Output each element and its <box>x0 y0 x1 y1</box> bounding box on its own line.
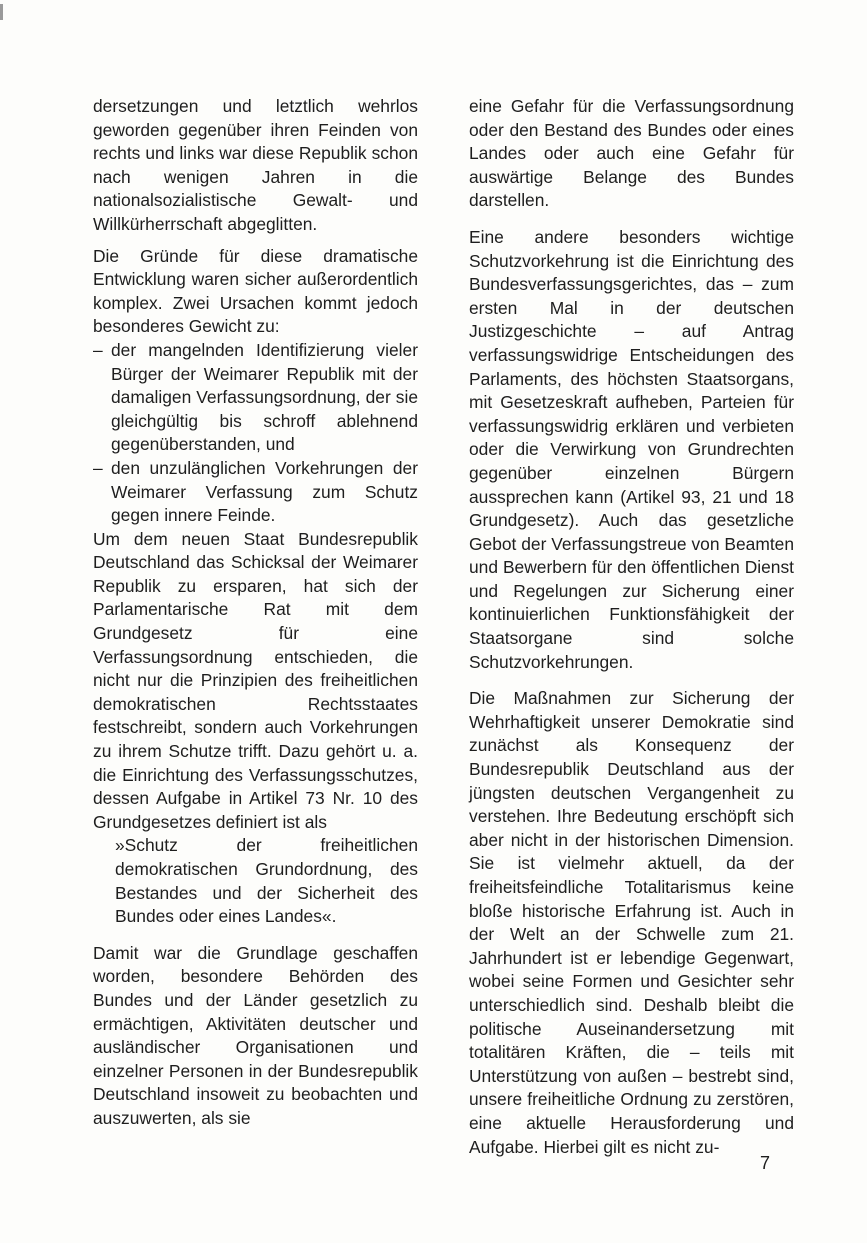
right-column <box>469 95 794 1159</box>
left-paragraph-3: Um dem neuen Staat Bundesrepublik Deutschland das Schicksal der Weimarer Republik zu ersparen, hat sich der Parlamentarische Rat mit dem Grundgesetz für eine Verfassungsordnung entschieden, die nicht nur die Prinzipien des freiheitlichen demokratischen Rechtsstaates festschreibt, sondern auch Vorkehrungen zu ihrem Schutze trifft. Dazu gehört u. a. die Einrichtung des Verfassungsschutzes, dessen Aufgabe in Artikel 73 Nr. 10 des Grundgesetzes definiert ist als <box>93 528 418 832</box>
dash-marker: – <box>93 339 103 360</box>
list-item <box>93 457 418 528</box>
right-paragraph-1: eine Gefahr für die Verfassungsordnung oder den Bestand des Bundes oder eines Landes oder auch eine Gefahr für auswärtige Belange des Bundes darstellen. <box>469 96 794 211</box>
right-paragraph-3: Die Maßnahmen zur Sicherung der Wehrhaftigkeit unserer Demokratie sind zunächst als Konsequenz der Bundesrepublik Deutschland aus der jüngsten deutschen Vergangenheit zu verstehen. Ihre Bedeutung erschöpft sich aber nicht in der historischen Dimension. Sie ist vielmehr aktuell, da der freiheitsfeindliche Totalitarismus keine bloße historische Erfahrung ist. Auch in der Welt an der Schwelle zum 21. Jahrhundert ist er lebendige Gegenwart, wobei seine Formen und Gesichter sehr unterschiedlich sind. Deshalb bleibt die politische Auseinandersetzung mit totalitären Kräften, die – teils mit Unterstützung von außen – bestrebt sind, unsere freiheitliche Ordnung zu zerstören, eine aktuelle Herausforderung und Aufgabe. Hierbei gilt es nicht zu- <box>469 688 794 1157</box>
right-paragraph-2: Eine andere besonders wichtige Schutzvorkehrung ist die Einrichtung des Bundesverfassungsgerichtes, das – zum ersten Mal in der deutschen Justizgeschichte – auf Antrag verfassungswidrige Entscheidungen des Parlaments, des höchsten Staatsorgans, mit Gesetzeskraft aufheben, Parteien für verfassungswidrig erklären und verbieten oder die Verwirkung von Grundrechten gegenüber einzelnen Bürgern aussprechen kann (Artikel 93, 21 und 18 Grundgesetz). Auch das gesetzliche Gebot der Verfassungstreue von Beamten und Bewerbern für den öffentlichen Dienst und Regelungen zur Sicherung einer kontinuierlichen Funktionsfähigkeit der Staatsorgane sind solche Schutzvorkehrungen. <box>469 226 794 672</box>
block-quote: »Schutz der freiheitlichen demokratischen Grundordnung, des Bestandes und der Sicherheit des Bundes oder eines Landes«. <box>115 835 418 927</box>
left-paragraph-2: Die Gründe für diese dramatische Entwicklung waren sicher außerordentlich komplex. Zwei Ursachen kommt jedoch besonderes Gewicht zu: <box>93 245 418 337</box>
left-paragraph-4: Damit war die Grundlage geschaffen worden, besondere Behörden des Bundes und der Länder gesetzlich zu ermächtigen, Aktivitäten deutscher und ausländischer Organisationen und einzelner Personen in der Bundesrepublik Deutschland insoweit zu beobachten und auszuwerten, als sie <box>93 942 418 1128</box>
list-item-text: den unzulänglichen Vorkehrungen der Weimarer Verfassung zum Schutz gegen innere Feinde. <box>111 457 418 526</box>
page-number: 7 <box>760 1153 771 1173</box>
list-item-text: der mangelnden Identifizierung vieler Bürger der Weimarer Republik mit der damaligen Verfassungsordnung, der sie gleichgültig bis schroff ablehnend gegenüberstanden, und <box>111 339 418 455</box>
left-paragraph-1: dersetzungen und letztlich wehrlos geworden gegenüber ihren Feinden von rechts und links war diese Republik schon nach wenigen Jahren in die nationalsozialistische Gewalt- und Willkürherrschaft abgeglitten. <box>93 96 418 234</box>
left-column <box>93 95 418 1131</box>
dash-marker: – <box>93 457 103 478</box>
scan-edge-mark <box>0 4 3 20</box>
list-item <box>93 339 418 457</box>
